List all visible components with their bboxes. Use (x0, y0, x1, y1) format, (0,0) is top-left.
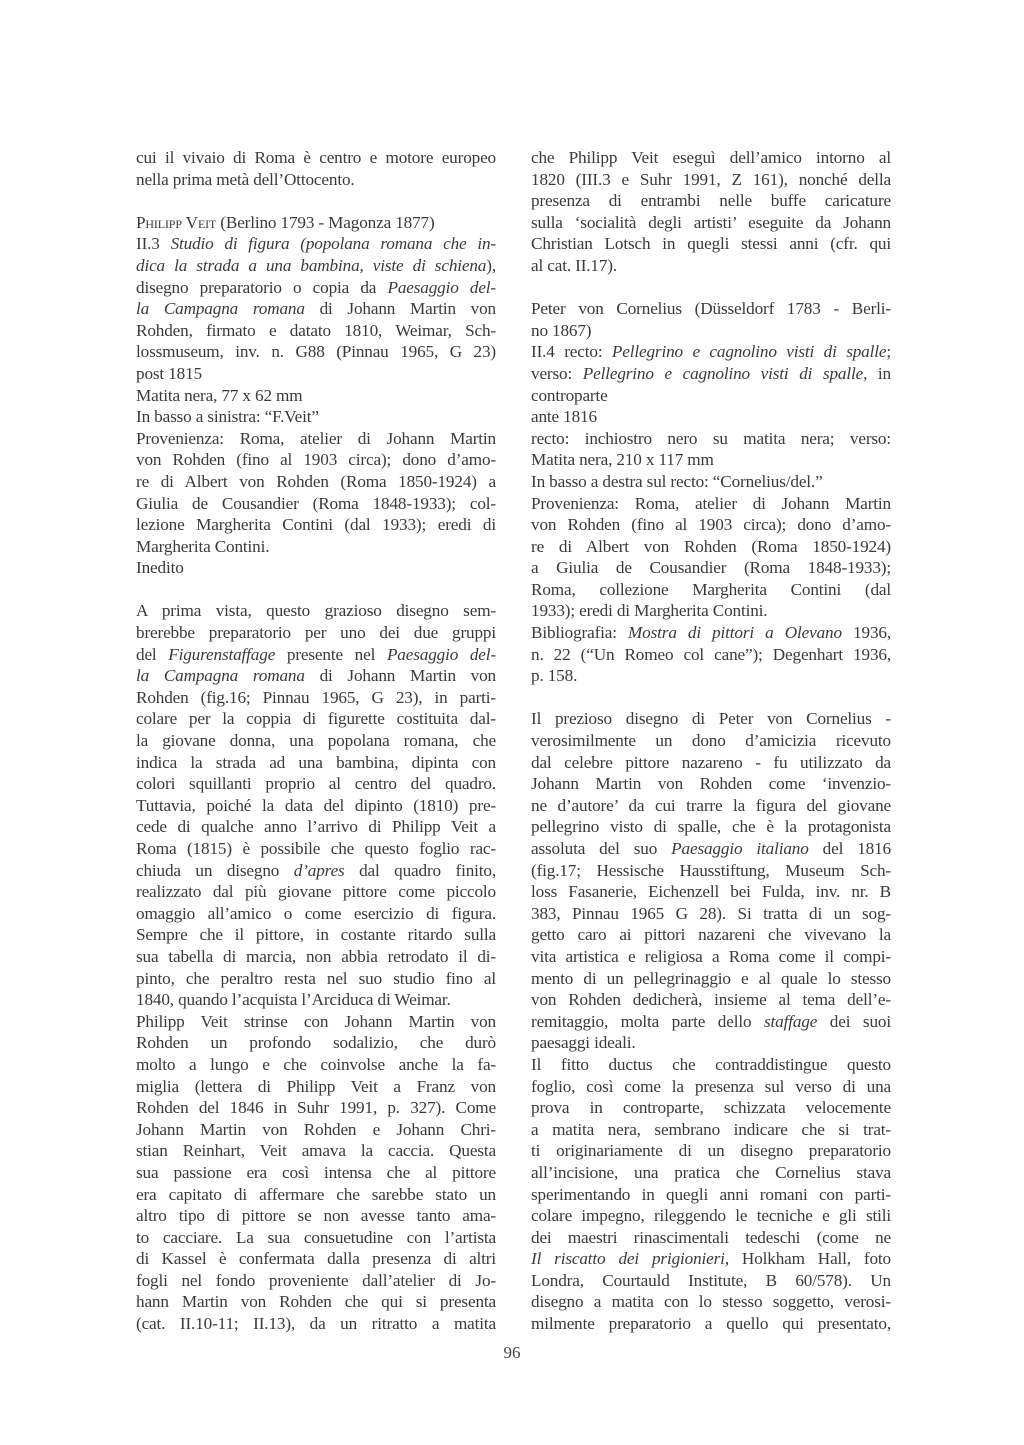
catalog-number: II.3 (136, 234, 171, 254)
text-line: Margherita Contini. (136, 536, 270, 556)
text-segment: pinto, che peraltro resta nel suo studio fino al (136, 968, 496, 988)
text-segment: stian Reinhart, Veit amava la caccia. Questa (136, 1141, 496, 1161)
entry-bibliography (531, 622, 891, 644)
title-text: Pellegrino e cagnolino visti di spalle (582, 363, 864, 383)
text-line (531, 968, 891, 990)
text-line (136, 708, 496, 730)
text-line: che Philipp Veit eseguì dell’amico intorno al (531, 148, 891, 167)
text-line (531, 1313, 891, 1335)
artist-name: Philipp Veit (136, 212, 217, 232)
italic-text: Il riscatto dei prigionieri (531, 1249, 725, 1269)
text-line (531, 1184, 891, 1206)
text-line (531, 1054, 891, 1076)
text-line (136, 1162, 496, 1184)
text-line (531, 1291, 891, 1313)
bibliography-label: Bibliografia: (531, 623, 629, 643)
text-segment: indica la strada ad una bambina, dipinta con (136, 752, 496, 772)
text-line (136, 773, 496, 795)
text-segment: di Kassel è confermata dalla presenza di altri (136, 1249, 496, 1269)
text-line: Provenienza: Roma, atelier di Johann Martin (531, 493, 891, 513)
text-line (136, 795, 496, 817)
text-line (531, 752, 891, 774)
text-line (531, 1076, 891, 1098)
text-line: al cat. II.17). (531, 255, 618, 275)
text-segment: milmente preparatorio a quello qui presentato, (531, 1314, 891, 1334)
text-segment: , Holkham Hall, foto (724, 1249, 892, 1269)
text-segment: 383, Pinnau 1965 G 28). Si tratta di un sog- (531, 903, 891, 923)
spacer (531, 277, 891, 299)
italic-text: d’apres (293, 860, 345, 880)
text-segment: Rohden del 1846 in Suhr 1991, p. 327). Come (136, 1098, 496, 1118)
text-segment: Roma (1815) è possibile che questo foglio rac- (136, 839, 496, 858)
text-segment: fogli nel fondo proveniente dall’atelier di Jo- (136, 1270, 496, 1290)
entry-title-line: controparte (531, 385, 608, 405)
text-line (531, 708, 891, 730)
text-line (531, 1140, 891, 1162)
text-line (531, 946, 891, 968)
text-line (531, 1205, 891, 1227)
text-line (136, 1119, 496, 1141)
catalog-entry-ii4 (531, 298, 891, 687)
text-segment: colori squillanti proprio al centro del quadro. (136, 774, 496, 794)
text-line (136, 644, 496, 666)
text-segment: sua passione era così intensa che al pittore (136, 1162, 496, 1182)
text-segment: del (136, 644, 169, 664)
text-segment: 1840, quando l’acquista l’Arciduca di Weimar. (136, 990, 451, 1010)
text-line (531, 1270, 891, 1292)
italic-text: Paesaggio del- (386, 644, 496, 664)
text-line (136, 1076, 496, 1098)
text-line (136, 298, 496, 320)
bibliography-tail: 1936, (841, 623, 891, 643)
entry-provenance (531, 493, 891, 623)
text-segment: sua tabella di marcia, non abbia retrodato il di- (136, 946, 496, 966)
text-line: 1820 (III.3 e Suhr 1991, Z 161), nonché della (531, 169, 891, 189)
text-segment: colare per la coppia di figurette costituita dal- (136, 709, 496, 729)
text-line (136, 1205, 496, 1227)
text-line (531, 1011, 891, 1033)
text-line (136, 1313, 496, 1335)
spacer (531, 687, 891, 709)
essay-text (531, 708, 891, 1334)
text-segment: dei suoi (817, 1011, 891, 1031)
text-segment: hann Martin von Rohden che qui si presenta (136, 1292, 496, 1312)
text-segment: all’incisione, una pratica che Cornelius stava (531, 1162, 891, 1182)
text-line: Roma, collezione Margherita Contini (dal (531, 579, 891, 599)
text-segment: realizzato dal più giovane pittore come piccolo (136, 882, 496, 902)
text-line (531, 773, 891, 795)
text-segment: Il prezioso disegno di Peter von Cornelius - (531, 709, 891, 729)
entry-bibliography: n. 22 (“Un Romeo col cane”); Degenhart 1936, (531, 644, 891, 664)
text-segment: verosimilmente un dono d’amicizia ricevuto (531, 731, 891, 751)
text-segment: a matita nera, sembrano indicare che si trat- (531, 1119, 891, 1139)
text-line (136, 687, 496, 709)
text-line: von Rohden (fino al 1903 circa); dono d’amo- (136, 450, 496, 470)
entry-medium: Matita nera, 210 x 117 mm (531, 450, 714, 470)
text-line: re di Albert von Rohden (Roma 1850-1924) (531, 536, 891, 556)
bibliography-title: Mostra di pittori a Olevano (628, 623, 842, 643)
text-line (531, 924, 891, 946)
text-line (136, 341, 496, 363)
text-line (136, 924, 496, 946)
text-segment: paesaggi ideali. (531, 1033, 636, 1053)
text-segment: ti originariamente di un disegno preparatorio (531, 1141, 891, 1161)
title-tail: ; (886, 342, 891, 362)
text-segment: Sempre che il pittore, in costante ritardo sulla (136, 925, 496, 945)
text-line (531, 989, 891, 1011)
text-line (136, 1140, 496, 1162)
text-segment: Johann Martin von Rohden come ‘invenzio- (531, 774, 891, 794)
entry-title-line (531, 363, 891, 385)
text-line (136, 1184, 496, 1206)
text-segment: sperimentando in quegli anni romani con parti- (531, 1184, 891, 1204)
text-segment: Philipp Veit strinse con Johann Martin von (136, 1011, 496, 1031)
text-segment: vita artistica e religiosa a Roma come il compi- (531, 946, 891, 966)
artist-dates: (Berlino 1793 - Magonza 1877) (216, 212, 435, 232)
text-segment: Rohden (fig.16; Pinnau 1965, G 23), in parti- (136, 687, 496, 707)
text-line (136, 1270, 496, 1292)
text-line (531, 730, 891, 752)
text-line: 1933); eredi di Margherita Contini. (531, 601, 768, 621)
entry-title-line (136, 255, 496, 277)
right-column (531, 147, 891, 1335)
text-segment: dei maestri rinascimentali tedeschi (come ne (531, 1227, 891, 1247)
title-text: Pellegrino e cagnolino visti di spalle (611, 342, 887, 362)
text-segment: Johann Martin von Rohden e Johann Chri- (136, 1119, 496, 1139)
entry-title-line (136, 233, 496, 255)
text-segment: pellegrino visto di spalle, che è la protagonista (531, 817, 891, 837)
text-line (136, 816, 496, 838)
entry-date: ante 1816 (531, 407, 597, 427)
text-segment: miglia (lettera di Philipp Veit a Franz von (136, 1076, 496, 1096)
text-segment: Londra, Courtauld Institute, B 60/578). Un (531, 1270, 891, 1290)
entry-bibliography: p. 158. (531, 666, 578, 686)
text-line (136, 1248, 496, 1270)
text-line (136, 1291, 496, 1313)
recto-label: II.4 recto: (531, 342, 612, 362)
text-line (531, 1227, 891, 1249)
text-line (136, 1227, 496, 1249)
text-line (531, 795, 891, 817)
text-segment: di Johann Martin von (304, 299, 496, 319)
text-line (531, 881, 891, 903)
text-line (136, 752, 496, 774)
italic-text: staffage (764, 1011, 818, 1031)
text-line: sulla ‘socialità degli artisti’ eseguite da Johann (531, 212, 891, 232)
text-line (136, 1054, 496, 1076)
text-line (136, 277, 496, 299)
entry-inscription: In basso a sinistra: “F.Veit” (136, 407, 319, 427)
text-line (136, 320, 496, 342)
text-line (136, 881, 496, 903)
spacer (136, 190, 496, 212)
entry-inscription: In basso a destra sul recto: “Cornelius/del.” (531, 471, 823, 491)
page-number: 96 (503, 1343, 521, 1362)
verso-label: verso: (531, 363, 583, 383)
entry-medium: recto: inchiostro nero su matita nera; verso: (531, 428, 891, 448)
text-segment: getto caro ai pittori nazareni che vivevano la (531, 925, 891, 945)
text-segment: (cat. II.10-11; II.13), da un ritratto a matita (136, 1314, 496, 1334)
text-segment: to cacciare. La sua consuetudine con l’artista (136, 1227, 496, 1247)
text-line (136, 968, 496, 990)
text-segment: A prima vista, questo grazioso disegno sem- (136, 601, 496, 621)
text-segment: disegno a matita con lo stesso soggetto, verosi- (531, 1292, 891, 1312)
left-column (136, 147, 496, 1335)
text-segment: brerebbe preparatorio per uno dei due gruppi (136, 623, 496, 643)
text-segment: molto a lungo e che coinvolse anche la fa- (136, 1054, 496, 1074)
text-segment: la giovane donna, una popolana romana, che (136, 731, 496, 751)
text-line (531, 1097, 891, 1119)
title-text: dica la strada a una bambina, viste di schiena (136, 255, 487, 275)
text-line (531, 903, 891, 925)
text-segment: Tuttavia, poiché la data del dipinto (1810) pre- (136, 795, 496, 815)
text-segment: prova in controparte, schizzata velocemente (531, 1098, 891, 1118)
text-segment: lossmuseum, inv. n. G88 (Pinnau 1965, G 23) (136, 342, 496, 362)
entry-description (136, 277, 496, 363)
text-segment: disegno preparatorio o copia da (136, 277, 388, 297)
spacer (136, 579, 496, 601)
text-segment: era capitato di affermare che sarebbe stato un (136, 1184, 496, 1204)
text-line: lezione Margherita Contini (dal 1933); eredi di (136, 515, 496, 535)
italic-text: Paesaggio italiano (671, 839, 809, 858)
text-line: presenza di entrambi nelle buffe caricature (531, 191, 891, 211)
text-segment: mento di un pellegrinaggio e al quale lo stesso (531, 968, 891, 988)
text-segment: ne d’autore’ da cui trarre la figura del giovane (531, 795, 891, 815)
text-line (136, 838, 496, 860)
text-segment: assoluta del suo (531, 839, 672, 858)
text-line (136, 860, 496, 882)
text-line (531, 838, 891, 860)
text-segment: cede di qualche anno l’arrivo di Philipp Veit a (136, 817, 496, 837)
text-line (531, 816, 891, 838)
intro-line: nella prima metà dell’Ottocento. (136, 169, 355, 189)
text-line: re di Albert von Rohden (Roma 1850-1924) a (136, 471, 496, 491)
text-segment: Rohden un profondo sodalizio, che durò (136, 1033, 496, 1053)
entry-title-line (531, 341, 891, 363)
text-segment: Il fitto ductus che contraddistingue questo (531, 1054, 891, 1074)
italic-text: la Campagna romana (136, 666, 305, 686)
title-text: Studio di figura (popolana romana che in- (170, 234, 496, 254)
text-line (136, 665, 496, 687)
text-segment: (fig.17; Hessische Hausstiftung, Museum Sch- (531, 860, 891, 880)
text-segment: Rohden, firmato e datato 1810, Weimar, Sch- (136, 320, 496, 340)
text-line (136, 622, 496, 644)
entry-date: post 1815 (136, 363, 202, 383)
entry-medium: Matita nera, 77 x 62 mm (136, 385, 303, 405)
text-segment: del 1816 (808, 839, 892, 858)
text-line (531, 860, 891, 882)
continuation-text (531, 147, 891, 277)
text-line (136, 600, 496, 622)
italic-text: Figurenstaffage (168, 644, 276, 664)
text-line (136, 1011, 496, 1033)
text-segment: omaggio all’amico o come esercizio di figura. (136, 903, 496, 923)
text-segment: dal quadro finito, (344, 860, 496, 880)
text-segment: von Rohden dedicherà, insieme al tema dell’e- (531, 990, 891, 1010)
text-line (136, 989, 496, 1011)
italic-text: la Campagna romana (136, 299, 305, 319)
essay-text (136, 600, 496, 1334)
text-line (136, 1032, 496, 1054)
text-line (531, 1119, 891, 1141)
text-line (136, 903, 496, 925)
text-line (136, 1097, 496, 1119)
text-segment: foglio, così come la presenza sul verso di una (531, 1076, 891, 1096)
intro-line: cui il vivaio di Roma è centro e motore europeo (136, 148, 496, 167)
text-segment: dal celebre pittore nazareno - fu utilizzato da (531, 752, 891, 772)
entry-status: Inedito (136, 558, 184, 578)
artist-heading: no 1867) (531, 320, 592, 340)
text-segment: loss Fasanerie, Eichenzell bei Fulda, inv. nr. B (531, 882, 891, 902)
text-segment: remitaggio, molta parte dello (531, 1011, 764, 1031)
text-line: a Giulia de Cousandier (Roma 1848-1933); (531, 558, 891, 578)
text-segment: altro tipo di pittore se non avesse tanto ama- (136, 1206, 496, 1226)
catalog-entry-ii3 (136, 212, 496, 579)
text-segment: chiuda un disegno (136, 860, 294, 880)
text-line: Christian Lotsch in quegli stessi anni (cfr. qui (531, 234, 891, 254)
text-line (136, 946, 496, 968)
text-line (531, 1162, 891, 1184)
text-line (531, 1032, 891, 1054)
title-tail: , in (863, 363, 891, 383)
text-line: Provenienza: Roma, atelier di Johann Martin (136, 428, 496, 448)
artist-heading: Peter von Cornelius (Düsseldorf 1783 - Berli- (531, 299, 891, 319)
text-line (136, 730, 496, 752)
text-segment: colare impegno, rileggendo le tecniche e gli stili (531, 1206, 891, 1226)
text-segment: presente nel (275, 644, 387, 664)
text-segment: di Johann Martin von (304, 666, 496, 686)
title-tail: ), (486, 255, 496, 275)
text-line (531, 1248, 891, 1270)
entry-provenance (136, 428, 496, 558)
artist-heading (136, 212, 496, 234)
text-line: Giulia de Cousandier (Roma 1848-1933); col- (136, 493, 496, 513)
italic-text: Paesaggio del- (387, 277, 497, 297)
text-line: von Rohden (fino al 1903 circa); dono d’amo- (531, 515, 891, 535)
